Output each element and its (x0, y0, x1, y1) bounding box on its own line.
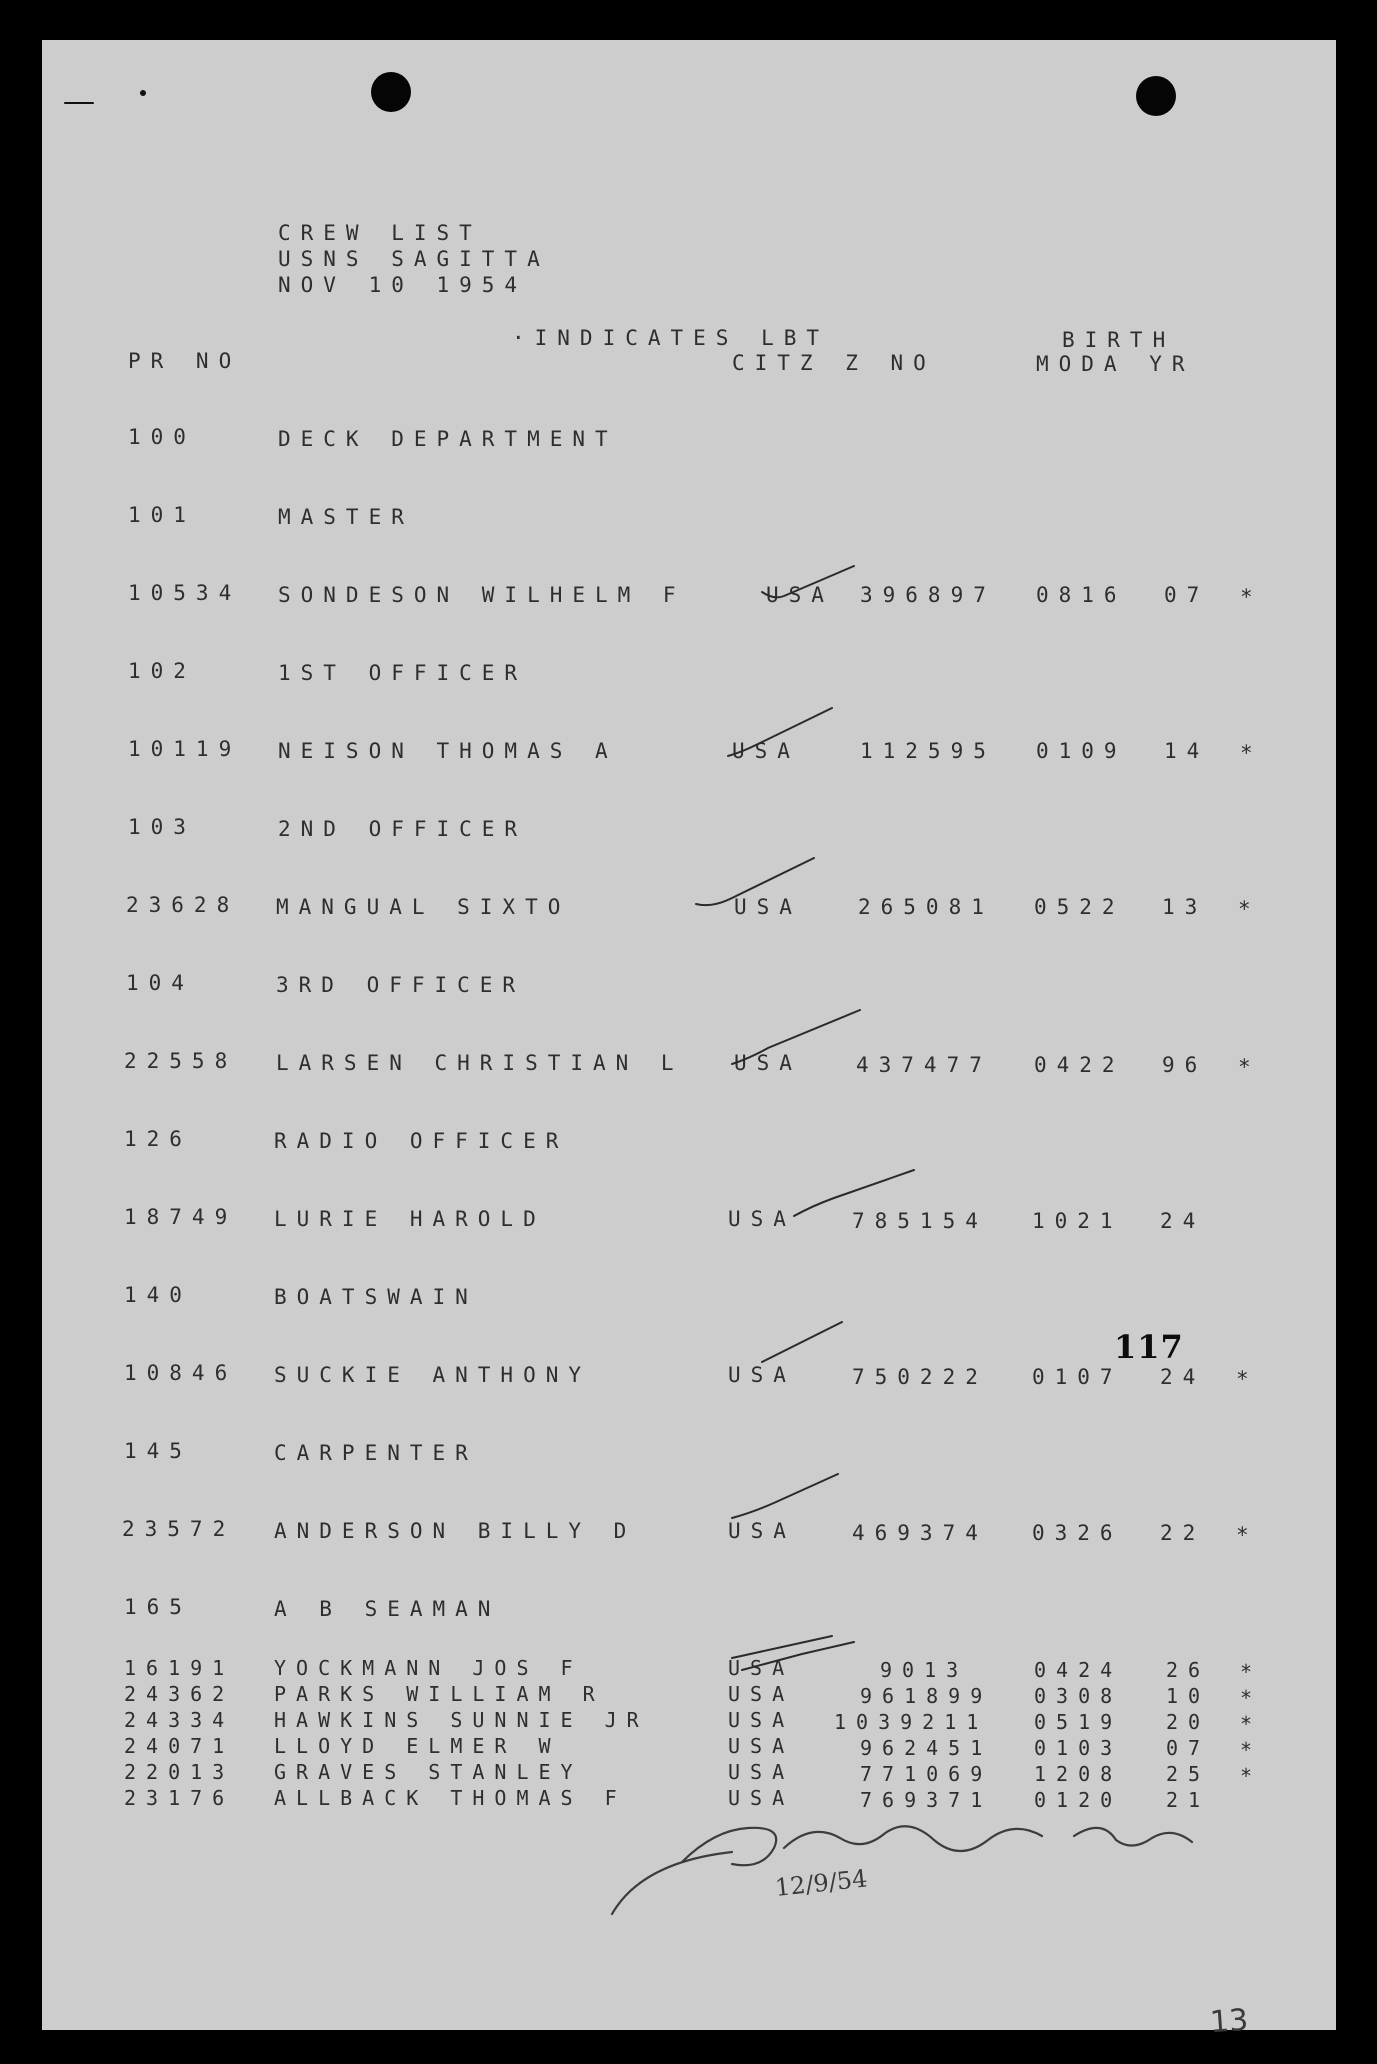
section-title: CARPENTER (274, 1441, 478, 1465)
birth-year: 07 (1164, 583, 1210, 607)
birth-year: 07 (1166, 1736, 1211, 1760)
birth-year: 25 (1166, 1762, 1211, 1786)
section-code: 165 (124, 1595, 192, 1619)
pr-number: 23176 (124, 1786, 235, 1810)
citizenship: USA (728, 1786, 795, 1810)
crew-name: LURIE HAROLD (274, 1207, 546, 1231)
crew-name: ANDERSON BILLY D (274, 1519, 637, 1543)
indicates-lbt-note: ·INDICATES LBT (512, 326, 830, 350)
col-citz-z-no: CITZ Z NO (732, 351, 936, 375)
stamped-number: 117 (1114, 1328, 1184, 1366)
citizenship: USA (728, 1363, 796, 1387)
birth-moda: 0522 (1034, 895, 1125, 919)
citizenship: USA (734, 1051, 802, 1075)
page-number: 13 (1208, 2002, 1250, 2041)
section-code: 126 (124, 1127, 192, 1151)
section-title: DECK DEPARTMENT (278, 427, 618, 451)
pr-number: 24071 (124, 1734, 235, 1758)
pr-number: 10846 (124, 1361, 238, 1385)
birth-label: BIRTH (1062, 328, 1176, 352)
signature (612, 1826, 1192, 1914)
pr-number: 24334 (124, 1708, 235, 1732)
check-mark (696, 858, 814, 905)
citizenship: USA (728, 1734, 795, 1758)
z-number: 750222 (852, 1365, 988, 1389)
crew-name: NEISON THOMAS A (278, 739, 618, 763)
section-code: 103 (128, 815, 196, 839)
check-mark (728, 708, 832, 756)
lbt-marker: * (1240, 1686, 1263, 1710)
citizenship: USA (728, 1656, 795, 1680)
citizenship: USA (734, 895, 802, 919)
birth-moda: 0120 (1034, 1788, 1123, 1812)
z-number: 396897 (860, 583, 996, 607)
lbt-marker: * (1238, 897, 1261, 921)
pr-number: 18749 (124, 1205, 238, 1229)
pr-number: 10119 (128, 737, 242, 761)
birth-moda: 0103 (1034, 1736, 1123, 1760)
col-pr-no: PR NO (128, 349, 242, 373)
section-title: 2ND OFFICER (278, 817, 528, 841)
birth-moda: 0816 (1036, 583, 1127, 607)
crew-name: ALLBACK THOMAS F (274, 1786, 627, 1810)
pr-number: 23572 (122, 1517, 236, 1541)
handwritten-marks (42, 40, 1336, 2030)
section-code: 140 (124, 1283, 192, 1307)
section-code: 100 (128, 425, 196, 449)
birth-year: 10 (1166, 1684, 1211, 1708)
birth-moda: 1208 (1034, 1762, 1123, 1786)
crew-name: YOCKMANN JOS F (274, 1656, 583, 1680)
birth-moda: 0326 (1032, 1521, 1123, 1545)
birth-moda: 0424 (1034, 1658, 1123, 1682)
check-mark (732, 1636, 832, 1658)
pr-number: 22013 (124, 1760, 235, 1784)
section-code: 101 (128, 503, 196, 527)
check-mark (762, 1322, 842, 1362)
crew-name: LARSEN CHRISTIAN L (276, 1051, 684, 1075)
birth-year: 26 (1166, 1658, 1211, 1682)
lbt-marker: * (1240, 1764, 1263, 1788)
z-number: 962451 (860, 1736, 993, 1760)
crew-name: MANGUAL SIXTO (276, 895, 571, 919)
z-number: 961899 (860, 1684, 993, 1708)
birth-moda: 1021 (1032, 1209, 1123, 1233)
pr-number: 23628 (126, 893, 240, 917)
z-number: 769371 (860, 1788, 993, 1812)
section-title: BOATSWAIN (274, 1285, 478, 1309)
lbt-marker: * (1236, 1367, 1259, 1391)
col-moda-yr: MODA YR (1036, 352, 1195, 376)
birth-year: 21 (1166, 1788, 1211, 1812)
birth-year: 96 (1162, 1053, 1208, 1077)
citizenship: USA (728, 1708, 795, 1732)
citizenship: USA (728, 1207, 796, 1231)
birth-moda: 0109 (1036, 739, 1127, 763)
crew-name: SONDESON WILHELM F (278, 583, 686, 607)
birth-year: 20 (1166, 1710, 1211, 1734)
citizenship: USA (728, 1682, 795, 1706)
check-mark (794, 1170, 914, 1216)
birth-moda: 0519 (1034, 1710, 1123, 1734)
document-page (42, 40, 1336, 2041)
pr-number: 24362 (124, 1682, 235, 1706)
z-number: 1039211 (834, 1710, 989, 1734)
z-number: 469374 (852, 1521, 988, 1545)
birth-moda: 0308 (1034, 1684, 1123, 1708)
z-number: 9013 (880, 1658, 969, 1682)
citizenship: USA (728, 1519, 796, 1543)
z-number: 771069 (860, 1762, 993, 1786)
section-code: 104 (126, 971, 194, 995)
z-number: 437477 (856, 1053, 992, 1077)
section-title: RADIO OFFICER (274, 1129, 569, 1153)
section-code: 102 (128, 659, 196, 683)
section-code: 145 (124, 1439, 192, 1463)
birth-moda: 0107 (1032, 1365, 1123, 1389)
citizenship: USA (766, 583, 834, 607)
crew-name: PARKS WILLIAM R (274, 1682, 605, 1706)
z-number: 785154 (852, 1209, 988, 1233)
lbt-marker: * (1240, 1712, 1263, 1736)
lbt-marker: * (1240, 1738, 1263, 1762)
check-mark (762, 566, 854, 597)
pr-number: 10534 (128, 581, 242, 605)
crew-name: GRAVES STANLEY (274, 1760, 583, 1784)
list-title: CREW LIST (278, 221, 482, 245)
lbt-marker: * (1236, 1523, 1259, 1547)
birth-year: 22 (1160, 1521, 1206, 1545)
birth-year: 24 (1160, 1209, 1206, 1233)
z-number: 112595 (860, 739, 996, 763)
check-mark (732, 1010, 860, 1064)
signature-date: 12/9/54 (773, 1864, 869, 1902)
z-number: 265081 (858, 895, 994, 919)
birth-year: 13 (1162, 895, 1208, 919)
ship-name: USNS SAGITTA (278, 247, 550, 271)
citizenship: USA (732, 739, 800, 763)
crew-name: HAWKINS SUNNIE JR (274, 1708, 649, 1732)
list-date: NOV 10 1954 (278, 273, 528, 297)
pr-number: 22558 (124, 1049, 238, 1073)
crew-name: LLOYD ELMER W (274, 1734, 561, 1758)
pr-number: 16191 (124, 1656, 235, 1680)
citizenship: USA (728, 1760, 795, 1784)
birth-moda: 0422 (1034, 1053, 1125, 1077)
lbt-marker: * (1240, 741, 1263, 765)
section-title: 1ST OFFICER (278, 661, 528, 685)
crew-name: SUCKIE ANTHONY (274, 1363, 592, 1387)
lbt-marker: * (1240, 585, 1263, 609)
birth-year: 14 (1164, 739, 1210, 763)
section-title: A B SEAMAN (274, 1597, 501, 1621)
birth-year: 24 (1160, 1365, 1206, 1389)
check-mark (742, 1642, 854, 1670)
section-title: 3RD OFFICER (276, 973, 526, 997)
lbt-marker: * (1238, 1055, 1261, 1079)
section-title: MASTER (278, 505, 414, 529)
check-mark (732, 1474, 838, 1518)
lbt-marker: * (1240, 1660, 1263, 1684)
